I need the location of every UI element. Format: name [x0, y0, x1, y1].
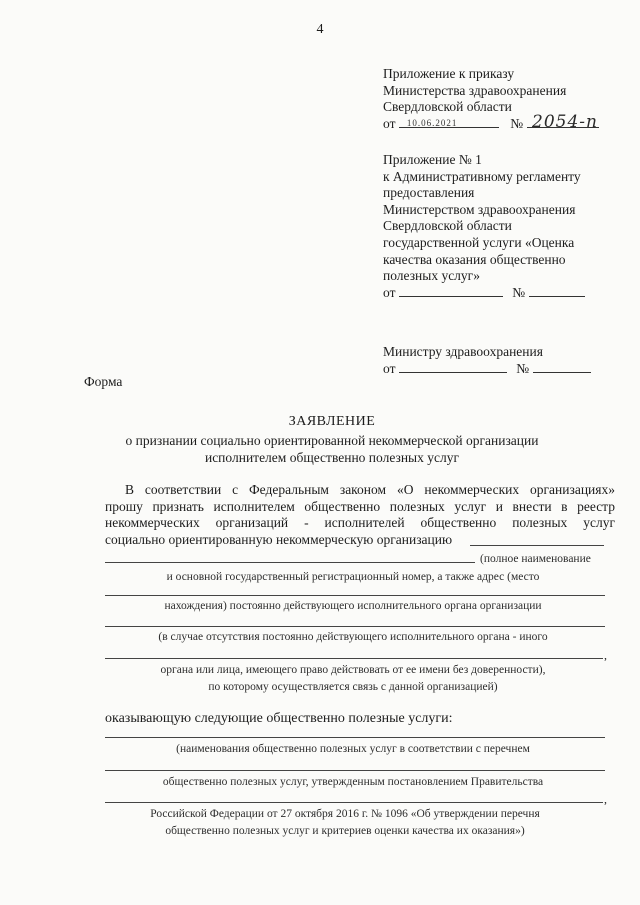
order-number-prefix: №	[510, 115, 524, 131]
order-date-field	[399, 116, 499, 128]
fill-line	[105, 595, 605, 596]
addressee-block	[383, 344, 591, 377]
form-label: Форма	[84, 374, 123, 389]
body-line3: некоммерческих организаций - исполнителей общественно полезных услуг	[105, 515, 615, 531]
fill-line	[105, 626, 605, 627]
order-number-handwritten: 2054-п	[532, 112, 598, 132]
order-date-prefix: от	[383, 115, 396, 131]
appendix-line: качества оказания общественно	[383, 251, 566, 267]
hint-evaluation-criteria: общественно полезных услуг и критериев оценки качества их оказания»)	[165, 825, 525, 837]
addressee-from-prefix: от	[383, 360, 396, 376]
body-line4: социально ориентированную некоммерческую организацию	[105, 532, 453, 547]
appendix-number-field	[529, 285, 585, 297]
fill-line	[105, 562, 475, 563]
hint-services-list: общественно полезных услуг, утвержденным постановлением Правительства	[162, 776, 544, 788]
addressee-number-field	[533, 361, 591, 373]
order-attachment-line1: Приложение к приказу	[383, 66, 515, 81]
hint-absence: (в случае отсутствия постоянно действующего исполнительного органа - иного	[158, 631, 548, 643]
body-paragraph	[105, 482, 615, 532]
fill-line	[105, 770, 605, 771]
appendix-line: государственной услуги «Оценка	[383, 234, 575, 250]
comma: ,	[604, 792, 607, 806]
body-line1: В соответствии с Федеральным законом «О некоммерческих организациях»	[125, 482, 615, 497]
document-subtitle-line2: исполнителем общественно полезных услуг	[204, 450, 460, 465]
page-number: 4	[316, 22, 324, 37]
fill-line	[105, 658, 603, 659]
order-attachment-line3: Свердловской области	[383, 99, 512, 115]
fill-line	[105, 737, 605, 738]
hint-registration-number: и основной государственный регистрационный номер, а также адрес (место	[166, 571, 540, 583]
document-subtitle-line1: о признании социально ориентированной некоммерческой организации	[125, 433, 539, 448]
appendix-line: Министерством здравоохранения	[383, 201, 576, 217]
addressee-from-field	[399, 361, 507, 373]
order-date-stamp: 10.06.2021	[406, 117, 458, 128]
hint-government-decree: Российской Федерации от 27 октября 2016 г. № 1096 «Об утверждении перечня	[150, 808, 540, 820]
addressee-number-prefix: №	[516, 360, 530, 376]
appendix-line: Свердловской области	[383, 218, 512, 234]
hint-full-name: (полное наименование	[480, 553, 591, 565]
appendix-date-prefix: от	[383, 284, 396, 300]
comma: ,	[604, 648, 607, 662]
appendix-number-prefix: №	[512, 284, 526, 300]
org-name-fill-line	[470, 545, 604, 546]
appendix-line: к Административному регламенту	[383, 168, 581, 184]
hint-authorized-person: органа или лица, имеющего право действовать от ее имени без доверенности),	[160, 664, 546, 676]
services-intro: оказывающую следующие общественно полезные услуги:	[105, 711, 453, 726]
appendix-line: полезных услуг»	[383, 268, 480, 284]
appendix-date-row	[383, 285, 585, 302]
hint-location: нахождения) постоянно действующего исполнительного органа организации	[164, 600, 542, 612]
body-line2: прошу признать исполнителем общественно полезных услуг и внести в реестр	[105, 498, 615, 514]
order-attachment-line2: Министерства здравоохранения	[383, 82, 567, 98]
addressee-line: Министру здравоохранения	[383, 344, 543, 359]
appendix-date-field	[399, 285, 503, 297]
hint-services-names: (наименования общественно полезных услуг в соответствии с перечнем	[176, 743, 530, 755]
hint-communication: по которому осуществляется связь с данной организацией)	[208, 681, 498, 693]
fill-line	[105, 802, 603, 803]
appendix-block	[383, 152, 585, 301]
appendix-line: предоставления	[383, 185, 475, 201]
appendix-line: Приложение № 1	[383, 152, 482, 167]
document-title: ЗАЯВЛЕНИЕ	[288, 414, 376, 429]
addressee-from-row	[383, 361, 591, 378]
